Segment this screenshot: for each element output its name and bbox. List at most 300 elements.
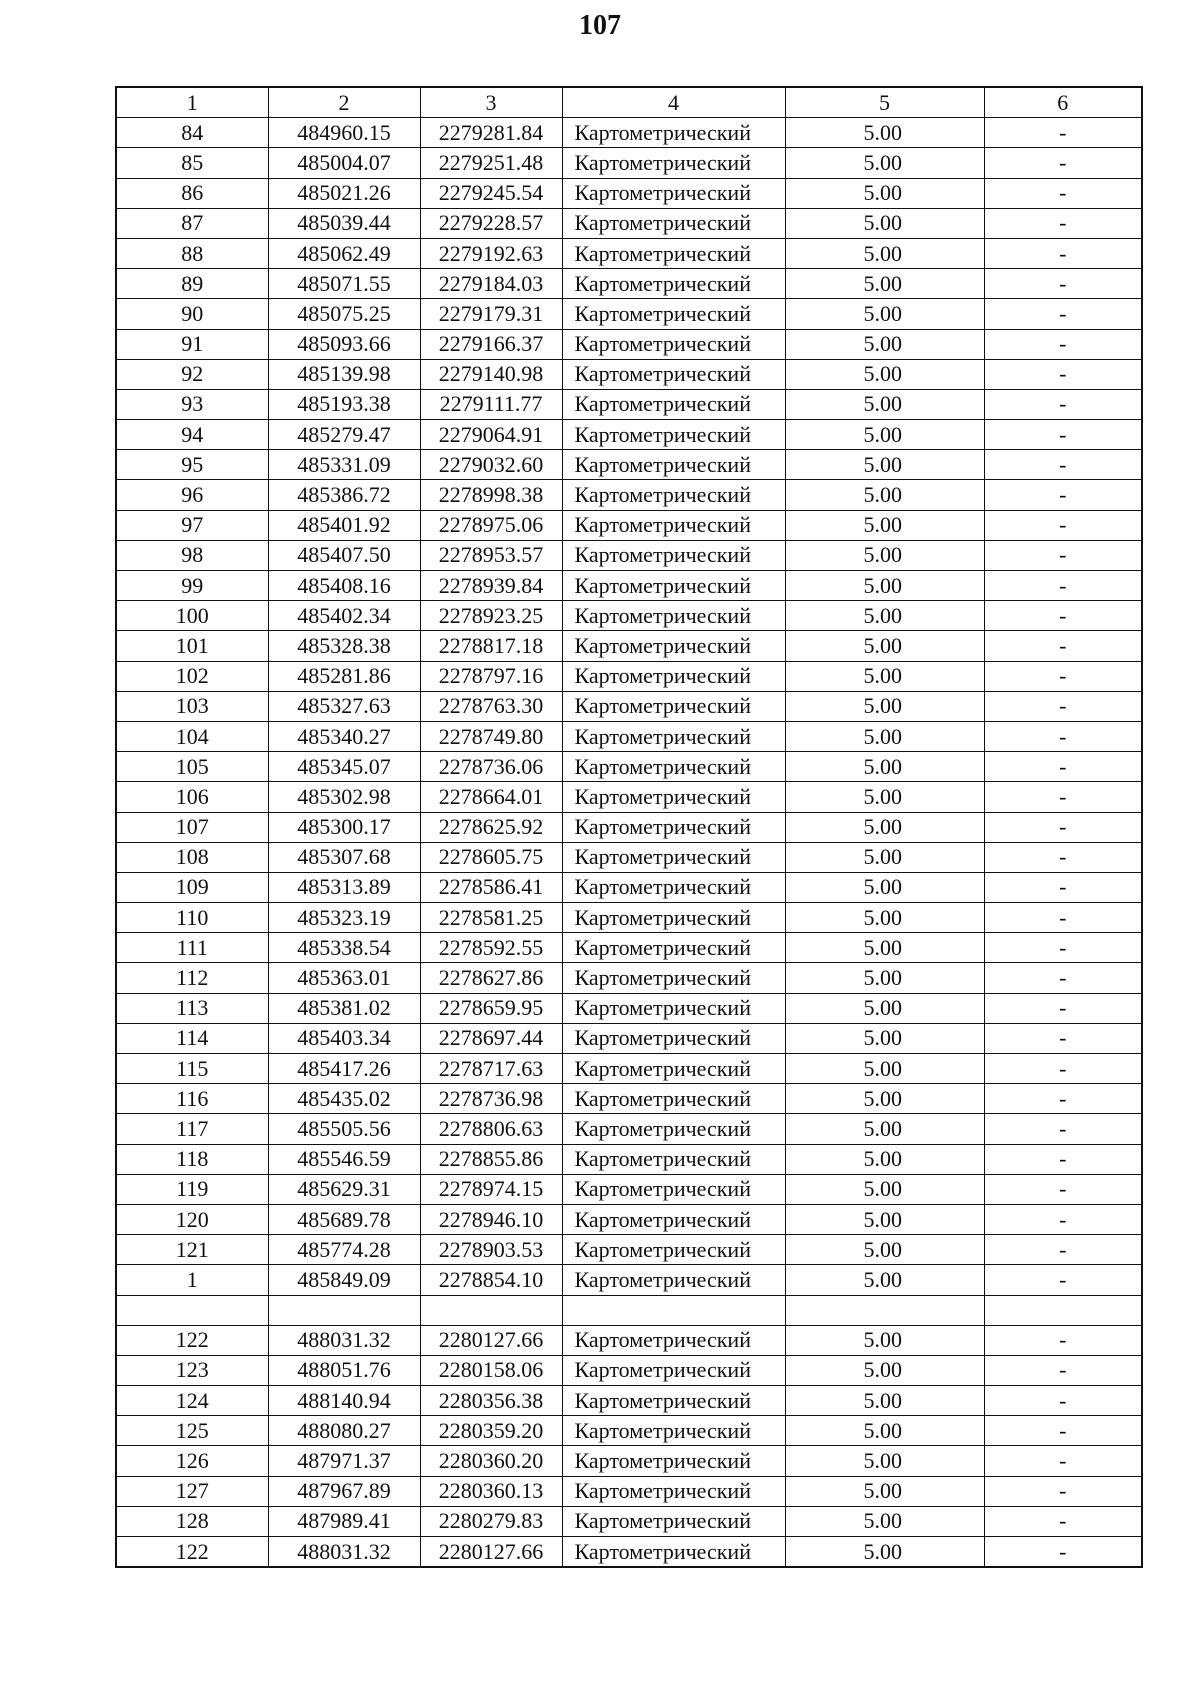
note-cell: - <box>984 933 1142 963</box>
accuracy-cell: 5.00 <box>785 420 984 450</box>
point-number-cell: 128 <box>116 1506 268 1536</box>
x-coordinate-cell: 485546.59 <box>268 1144 420 1174</box>
accuracy-cell: 5.00 <box>785 1235 984 1265</box>
table-row <box>116 148 1142 178</box>
y-coordinate-cell: 2279166.37 <box>420 329 562 359</box>
accuracy-cell: 5.00 <box>785 903 984 933</box>
note-cell: - <box>984 631 1142 661</box>
accuracy-cell: 5.00 <box>785 450 984 480</box>
x-coordinate-cell: 485323.19 <box>268 903 420 933</box>
method-cell: Картометрический <box>562 480 785 510</box>
note-cell: - <box>984 269 1142 299</box>
point-number-cell: 122 <box>116 1325 268 1355</box>
point-number-cell: 127 <box>116 1476 268 1506</box>
x-coordinate-cell: 485193.38 <box>268 389 420 419</box>
x-coordinate-cell: 485327.63 <box>268 691 420 721</box>
y-coordinate-cell: 2278974.15 <box>420 1174 562 1204</box>
accuracy-cell: 5.00 <box>785 1023 984 1053</box>
note-cell: - <box>984 842 1142 872</box>
table-row <box>116 1084 1142 1114</box>
note-cell: - <box>984 238 1142 268</box>
column-header: 2 <box>268 87 420 118</box>
method-cell: Картометрический <box>562 178 785 208</box>
y-coordinate-cell: 2280158.06 <box>420 1355 562 1385</box>
y-coordinate-cell: 2278717.63 <box>420 1054 562 1084</box>
table-row <box>116 1295 1142 1325</box>
method-cell: Картометрический <box>562 389 785 419</box>
point-number-cell: 97 <box>116 510 268 540</box>
point-number-cell: 90 <box>116 299 268 329</box>
method-cell: Картометрический <box>562 571 785 601</box>
method-cell: Картометрический <box>562 1204 785 1234</box>
x-coordinate-cell: 485689.78 <box>268 1204 420 1234</box>
point-number-cell: 94 <box>116 420 268 450</box>
table-row <box>116 118 1142 148</box>
x-coordinate-cell: 485281.86 <box>268 661 420 691</box>
table-row <box>116 359 1142 389</box>
method-cell: Картометрический <box>562 269 785 299</box>
point-number-cell: 100 <box>116 601 268 631</box>
table-row <box>116 842 1142 872</box>
point-number-cell: 124 <box>116 1386 268 1416</box>
accuracy-cell: 5.00 <box>785 1446 984 1476</box>
accuracy-cell: 5.00 <box>785 691 984 721</box>
table-row <box>116 1265 1142 1295</box>
note-cell: - <box>984 752 1142 782</box>
note-cell: - <box>984 993 1142 1023</box>
note-cell: - <box>984 540 1142 570</box>
method-cell: Картометрический <box>562 691 785 721</box>
accuracy-cell: 5.00 <box>785 359 984 389</box>
note-cell: - <box>984 329 1142 359</box>
point-number-cell: 114 <box>116 1023 268 1053</box>
note-cell: - <box>984 1023 1142 1053</box>
coordinates-table <box>115 86 1143 1568</box>
x-coordinate-cell: 485093.66 <box>268 329 420 359</box>
point-number-cell: 91 <box>116 329 268 359</box>
accuracy-cell: 5.00 <box>785 118 984 148</box>
accuracy-cell: 5.00 <box>785 1144 984 1174</box>
x-coordinate-cell: 488051.76 <box>268 1355 420 1385</box>
table-row <box>116 571 1142 601</box>
point-number-cell: 116 <box>116 1084 268 1114</box>
accuracy-cell: 5.00 <box>785 208 984 238</box>
method-cell: Картометрический <box>562 148 785 178</box>
point-number-cell: 106 <box>116 782 268 812</box>
table-row <box>116 208 1142 238</box>
y-coordinate-cell: 2278946.10 <box>420 1204 562 1234</box>
note-cell: - <box>984 1537 1142 1568</box>
x-coordinate-cell <box>268 1295 420 1325</box>
accuracy-cell: 5.00 <box>785 963 984 993</box>
y-coordinate-cell: 2278749.80 <box>420 721 562 751</box>
column-header: 5 <box>785 87 984 118</box>
y-coordinate-cell: 2278736.98 <box>420 1084 562 1114</box>
point-number-cell: 110 <box>116 903 268 933</box>
table-row <box>116 1054 1142 1084</box>
x-coordinate-cell: 485505.56 <box>268 1114 420 1144</box>
note-cell: - <box>984 1114 1142 1144</box>
note-cell: - <box>984 782 1142 812</box>
accuracy-cell: 5.00 <box>785 389 984 419</box>
table-row <box>116 1114 1142 1144</box>
y-coordinate-cell: 2278975.06 <box>420 510 562 540</box>
note-cell: - <box>984 450 1142 480</box>
table-row <box>116 1174 1142 1204</box>
table-row <box>116 1446 1142 1476</box>
y-coordinate-cell: 2278605.75 <box>420 842 562 872</box>
point-number-cell: 85 <box>116 148 268 178</box>
y-coordinate-cell: 2280127.66 <box>420 1537 562 1568</box>
method-cell: Картометрический <box>562 420 785 450</box>
accuracy-cell: 5.00 <box>785 1174 984 1204</box>
note-cell: - <box>984 571 1142 601</box>
accuracy-cell: 5.00 <box>785 540 984 570</box>
method-cell: Картометрический <box>562 661 785 691</box>
point-number-cell: 1 <box>116 1265 268 1295</box>
accuracy-cell: 5.00 <box>785 752 984 782</box>
table-row <box>116 420 1142 450</box>
method-cell: Картометрический <box>562 540 785 570</box>
note-cell: - <box>984 903 1142 933</box>
accuracy-cell: 5.00 <box>785 1355 984 1385</box>
x-coordinate-cell: 485849.09 <box>268 1265 420 1295</box>
point-number-cell: 118 <box>116 1144 268 1174</box>
y-coordinate-cell: 2278736.06 <box>420 752 562 782</box>
x-coordinate-cell: 485629.31 <box>268 1174 420 1204</box>
note-cell: - <box>984 1084 1142 1114</box>
method-cell: Картометрический <box>562 510 785 540</box>
table-row <box>116 178 1142 208</box>
x-coordinate-cell: 485401.92 <box>268 510 420 540</box>
accuracy-cell: 5.00 <box>785 631 984 661</box>
method-cell: Картометрический <box>562 1054 785 1084</box>
note-cell: - <box>984 359 1142 389</box>
y-coordinate-cell: 2278903.53 <box>420 1235 562 1265</box>
point-number-cell: 117 <box>116 1114 268 1144</box>
y-coordinate-cell: 2278817.18 <box>420 631 562 661</box>
point-number-cell: 92 <box>116 359 268 389</box>
method-cell: Картометрический <box>562 1144 785 1174</box>
x-coordinate-cell: 485408.16 <box>268 571 420 601</box>
note-cell: - <box>984 510 1142 540</box>
x-coordinate-cell: 485300.17 <box>268 812 420 842</box>
y-coordinate-cell: 2280360.20 <box>420 1446 562 1476</box>
y-coordinate-cell: 2278581.25 <box>420 903 562 933</box>
x-coordinate-cell: 485328.38 <box>268 631 420 661</box>
method-cell: Картометрический <box>562 1537 785 1568</box>
accuracy-cell: 5.00 <box>785 721 984 751</box>
table-header-row <box>116 87 1142 118</box>
note-cell: - <box>984 1325 1142 1355</box>
accuracy-cell: 5.00 <box>785 1416 984 1446</box>
x-coordinate-cell: 485403.34 <box>268 1023 420 1053</box>
accuracy-cell: 5.00 <box>785 269 984 299</box>
x-coordinate-cell: 487989.41 <box>268 1506 420 1536</box>
note-cell: - <box>984 1174 1142 1204</box>
method-cell: Картометрический <box>562 1114 785 1144</box>
point-number-cell: 96 <box>116 480 268 510</box>
method-cell: Картометрический <box>562 359 785 389</box>
point-number-cell: 87 <box>116 208 268 238</box>
y-coordinate-cell: 2278763.30 <box>420 691 562 721</box>
accuracy-cell: 5.00 <box>785 872 984 902</box>
y-coordinate-cell: 2279064.91 <box>420 420 562 450</box>
accuracy-cell: 5.00 <box>785 329 984 359</box>
point-number-cell: 115 <box>116 1054 268 1084</box>
table-row <box>116 933 1142 963</box>
x-coordinate-cell: 485381.02 <box>268 993 420 1023</box>
x-coordinate-cell: 485386.72 <box>268 480 420 510</box>
accuracy-cell: 5.00 <box>785 1386 984 1416</box>
note-cell: - <box>984 1386 1142 1416</box>
note-cell: - <box>984 1235 1142 1265</box>
method-cell: Картометрический <box>562 1174 785 1204</box>
y-coordinate-cell: 2278806.63 <box>420 1114 562 1144</box>
accuracy-cell: 5.00 <box>785 812 984 842</box>
y-coordinate-cell: 2279192.63 <box>420 238 562 268</box>
point-number-cell: 109 <box>116 872 268 902</box>
point-number-cell <box>116 1295 268 1325</box>
table-row <box>116 1386 1142 1416</box>
note-cell: - <box>984 389 1142 419</box>
method-cell: Картометрический <box>562 752 785 782</box>
y-coordinate-cell: 2279184.03 <box>420 269 562 299</box>
method-cell: Картометрический <box>562 299 785 329</box>
y-coordinate-cell: 2279140.98 <box>420 359 562 389</box>
x-coordinate-cell: 485021.26 <box>268 178 420 208</box>
x-coordinate-cell: 485071.55 <box>268 269 420 299</box>
y-coordinate-cell: 2278939.84 <box>420 571 562 601</box>
x-coordinate-cell: 488031.32 <box>268 1537 420 1568</box>
note-cell: - <box>984 1204 1142 1234</box>
method-cell: Картометрический <box>562 903 785 933</box>
method-cell: Картометрический <box>562 963 785 993</box>
table-row <box>116 752 1142 782</box>
x-coordinate-cell: 485139.98 <box>268 359 420 389</box>
method-cell: Картометрический <box>562 208 785 238</box>
note-cell: - <box>984 1054 1142 1084</box>
point-number-cell: 103 <box>116 691 268 721</box>
note-cell: - <box>984 1416 1142 1446</box>
y-coordinate-cell: 2278659.95 <box>420 993 562 1023</box>
x-coordinate-cell: 485402.34 <box>268 601 420 631</box>
note-cell: - <box>984 1476 1142 1506</box>
x-coordinate-cell: 485363.01 <box>268 963 420 993</box>
point-number-cell: 95 <box>116 450 268 480</box>
method-cell: Картометрический <box>562 812 785 842</box>
x-coordinate-cell: 487971.37 <box>268 1446 420 1476</box>
y-coordinate-cell: 2278797.16 <box>420 661 562 691</box>
method-cell: Картометрический <box>562 1416 785 1446</box>
column-header: 3 <box>420 87 562 118</box>
accuracy-cell: 5.00 <box>785 601 984 631</box>
x-coordinate-cell: 485435.02 <box>268 1084 420 1114</box>
column-header: 1 <box>116 87 268 118</box>
point-number-cell: 122 <box>116 1537 268 1568</box>
point-number-cell: 119 <box>116 1174 268 1204</box>
x-coordinate-cell: 485062.49 <box>268 238 420 268</box>
y-coordinate-cell: 2278923.25 <box>420 601 562 631</box>
table-row <box>116 782 1142 812</box>
note-cell: - <box>984 963 1142 993</box>
table-row <box>116 1416 1142 1446</box>
x-coordinate-cell: 488031.32 <box>268 1325 420 1355</box>
accuracy-cell <box>785 1295 984 1325</box>
point-number-cell: 108 <box>116 842 268 872</box>
table-row <box>116 1506 1142 1536</box>
point-number-cell: 86 <box>116 178 268 208</box>
note-cell: - <box>984 480 1142 510</box>
accuracy-cell: 5.00 <box>785 661 984 691</box>
y-coordinate-cell: 2278664.01 <box>420 782 562 812</box>
table-row <box>116 299 1142 329</box>
accuracy-cell: 5.00 <box>785 238 984 268</box>
table-row <box>116 1476 1142 1506</box>
accuracy-cell: 5.00 <box>785 571 984 601</box>
note-cell: - <box>984 148 1142 178</box>
y-coordinate-cell: 2278855.86 <box>420 1144 562 1174</box>
point-number-cell: 99 <box>116 571 268 601</box>
method-cell <box>562 1295 785 1325</box>
method-cell: Картометрический <box>562 993 785 1023</box>
point-number-cell: 98 <box>116 540 268 570</box>
table-row <box>116 510 1142 540</box>
table-row <box>116 631 1142 661</box>
accuracy-cell: 5.00 <box>785 148 984 178</box>
x-coordinate-cell: 485039.44 <box>268 208 420 238</box>
accuracy-cell: 5.00 <box>785 782 984 812</box>
table-row <box>116 1204 1142 1234</box>
y-coordinate-cell: 2280127.66 <box>420 1325 562 1355</box>
accuracy-cell: 5.00 <box>785 1265 984 1295</box>
y-coordinate-cell: 2279179.31 <box>420 299 562 329</box>
table-row <box>116 450 1142 480</box>
x-coordinate-cell: 488140.94 <box>268 1386 420 1416</box>
x-coordinate-cell: 485279.47 <box>268 420 420 450</box>
table-row <box>116 329 1142 359</box>
accuracy-cell: 5.00 <box>785 933 984 963</box>
accuracy-cell: 5.00 <box>785 1537 984 1568</box>
point-number-cell: 102 <box>116 661 268 691</box>
table-row <box>116 1537 1142 1568</box>
method-cell: Картометрический <box>562 1386 785 1416</box>
method-cell: Картометрический <box>562 1355 785 1385</box>
y-coordinate-cell: 2280360.13 <box>420 1476 562 1506</box>
note-cell: - <box>984 661 1142 691</box>
method-cell: Картометрический <box>562 842 785 872</box>
y-coordinate-cell <box>420 1295 562 1325</box>
x-coordinate-cell: 485004.07 <box>268 148 420 178</box>
y-coordinate-cell: 2278592.55 <box>420 933 562 963</box>
x-coordinate-cell: 485307.68 <box>268 842 420 872</box>
table-row <box>116 1023 1142 1053</box>
x-coordinate-cell: 485075.25 <box>268 299 420 329</box>
accuracy-cell: 5.00 <box>785 1084 984 1114</box>
method-cell: Картометрический <box>562 329 785 359</box>
page-number: 107 <box>579 10 621 41</box>
point-number-cell: 104 <box>116 721 268 751</box>
x-coordinate-cell: 487967.89 <box>268 1476 420 1506</box>
method-cell: Картометрический <box>562 872 785 902</box>
table-row <box>116 812 1142 842</box>
table-row <box>116 1355 1142 1385</box>
point-number-cell: 123 <box>116 1355 268 1385</box>
accuracy-cell: 5.00 <box>785 1204 984 1234</box>
table-row <box>116 691 1142 721</box>
x-coordinate-cell: 485313.89 <box>268 872 420 902</box>
method-cell: Картометрический <box>562 1084 785 1114</box>
note-cell: - <box>984 118 1142 148</box>
point-number-cell: 84 <box>116 118 268 148</box>
x-coordinate-cell: 485338.54 <box>268 933 420 963</box>
y-coordinate-cell: 2278625.92 <box>420 812 562 842</box>
method-cell: Картометрический <box>562 721 785 751</box>
table-row <box>116 540 1142 570</box>
point-number-cell: 101 <box>116 631 268 661</box>
method-cell: Картометрический <box>562 1325 785 1355</box>
note-cell: - <box>984 1144 1142 1174</box>
accuracy-cell: 5.00 <box>785 480 984 510</box>
note-cell: - <box>984 178 1142 208</box>
x-coordinate-cell: 488080.27 <box>268 1416 420 1446</box>
note-cell: - <box>984 691 1142 721</box>
method-cell: Картометрический <box>562 601 785 631</box>
table-row <box>116 480 1142 510</box>
point-number-cell: 112 <box>116 963 268 993</box>
y-coordinate-cell: 2279281.84 <box>420 118 562 148</box>
x-coordinate-cell: 485331.09 <box>268 450 420 480</box>
column-header: 4 <box>562 87 785 118</box>
y-coordinate-cell: 2278586.41 <box>420 872 562 902</box>
table-body <box>116 118 1142 1568</box>
table-row <box>116 269 1142 299</box>
point-number-cell: 120 <box>116 1204 268 1234</box>
point-number-cell: 89 <box>116 269 268 299</box>
method-cell: Картометрический <box>562 1506 785 1536</box>
y-coordinate-cell: 2280279.83 <box>420 1506 562 1536</box>
point-number-cell: 125 <box>116 1416 268 1446</box>
note-cell: - <box>984 601 1142 631</box>
point-number-cell: 107 <box>116 812 268 842</box>
note-cell: - <box>984 1265 1142 1295</box>
table-row <box>116 903 1142 933</box>
x-coordinate-cell: 485340.27 <box>268 721 420 751</box>
x-coordinate-cell: 485774.28 <box>268 1235 420 1265</box>
method-cell: Картометрический <box>562 1446 785 1476</box>
table-row <box>116 389 1142 419</box>
y-coordinate-cell: 2278627.86 <box>420 963 562 993</box>
method-cell: Картометрический <box>562 933 785 963</box>
table-row <box>116 238 1142 268</box>
accuracy-cell: 5.00 <box>785 1476 984 1506</box>
point-number-cell: 88 <box>116 238 268 268</box>
note-cell: - <box>984 299 1142 329</box>
note-cell: - <box>984 812 1142 842</box>
method-cell: Картометрический <box>562 631 785 661</box>
accuracy-cell: 5.00 <box>785 1506 984 1536</box>
table-row <box>116 1325 1142 1355</box>
point-number-cell: 121 <box>116 1235 268 1265</box>
method-cell: Картометрический <box>562 1265 785 1295</box>
note-cell: - <box>984 721 1142 751</box>
accuracy-cell: 5.00 <box>785 1054 984 1084</box>
method-cell: Картометрический <box>562 450 785 480</box>
note-cell: - <box>984 872 1142 902</box>
method-cell: Картометрический <box>562 118 785 148</box>
method-cell: Картометрический <box>562 1476 785 1506</box>
x-coordinate-cell: 484960.15 <box>268 118 420 148</box>
